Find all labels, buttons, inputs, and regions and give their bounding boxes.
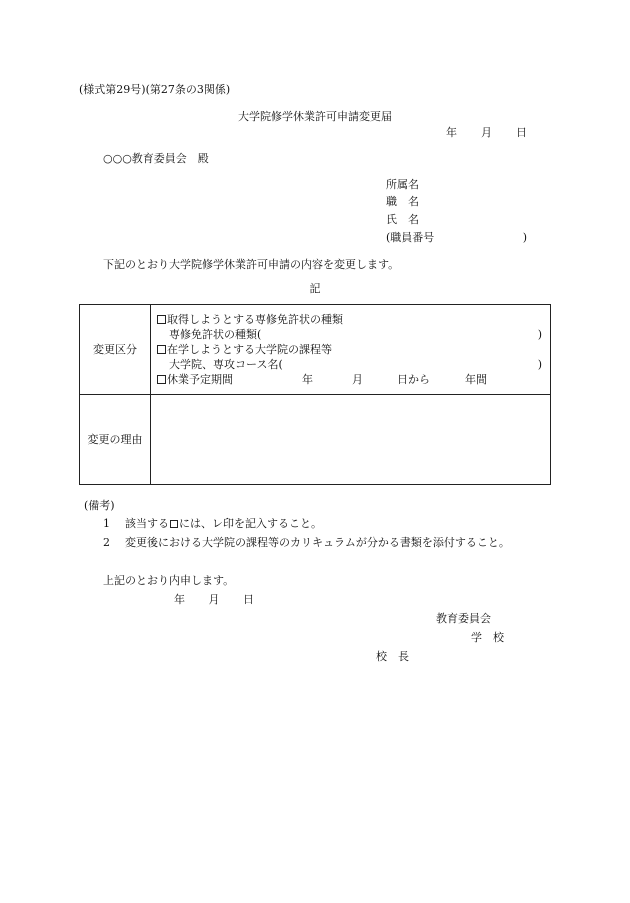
remark-2 <box>103 536 510 549</box>
footer-year-label: 年 <box>174 593 185 606</box>
footer-statement: 上記のとおり内申します。 <box>103 574 235 587</box>
reason-cell[interactable] <box>151 395 551 485</box>
leave-day-from-label: 日から <box>397 372 430 386</box>
change-category-label: 変更区分 <box>80 305 151 395</box>
license-type-detail-label: 専修免許状の種類( <box>169 327 262 341</box>
leave-month-label: 月 <box>352 372 363 386</box>
date-day-label: 日 <box>516 126 527 139</box>
remark-1-number: 1 <box>103 517 110 530</box>
change-form-table <box>79 304 551 485</box>
option-leave-period-label: 休業予定期間 <box>167 372 233 386</box>
staff-number-field <box>386 231 527 244</box>
license-type-detail <box>157 327 542 342</box>
graduate-course-detail <box>157 357 542 372</box>
option-license-type-label: 取得しようとする専修免許状の種類 <box>167 312 343 326</box>
remark-1-text-a: 該当する <box>125 517 169 530</box>
remark-1-text-b: には、レ印を記入すること。 <box>179 517 322 530</box>
footer-month-label: 月 <box>208 593 220 606</box>
staff-number-close: ) <box>522 231 527 244</box>
school-label: 学 校 <box>471 631 504 644</box>
document-title: 大学院修学休業許可申請変更届 <box>238 110 392 123</box>
remark-1 <box>103 517 322 530</box>
submission-date <box>446 126 527 139</box>
change-category-row <box>80 305 551 395</box>
name-label: 氏 名 <box>386 213 419 226</box>
reason-label: 変更の理由 <box>80 395 151 485</box>
footer-date <box>174 593 254 606</box>
staff-number-label: (職員番号 <box>386 231 435 244</box>
option-graduate-course-label: 在学しようとする大学院の課程等 <box>167 342 332 356</box>
license-type-close-paren: ) <box>537 327 542 341</box>
footer-day-label: 日 <box>243 593 254 606</box>
ki-heading: 記 <box>309 282 321 295</box>
checkbox-graduate-course[interactable] <box>157 345 166 354</box>
remark-2-number: 2 <box>103 536 110 549</box>
date-year-label: 年 <box>446 126 457 139</box>
principal-label: 校 長 <box>376 650 409 663</box>
addressee: ○○○教育委員会 殿 <box>103 152 209 165</box>
checkbox-symbol-icon <box>170 520 178 528</box>
option-license-type <box>157 312 542 327</box>
remarks-heading: (備考) <box>84 499 115 512</box>
remark-2-text: 変更後における大学院の課程等のカリキュラムが分かる書類を添付すること。 <box>125 536 510 549</box>
checkbox-license-type[interactable] <box>157 315 166 324</box>
option-leave-period <box>157 372 542 387</box>
option-graduate-course <box>157 342 542 357</box>
leave-year-label: 年 <box>302 372 313 386</box>
board-of-education-label: 教育委員会 <box>436 612 491 625</box>
leave-years-label: 年間 <box>465 372 487 386</box>
graduate-course-close-paren: ) <box>537 357 542 371</box>
graduate-course-detail-label: 大学院、専攻コース名( <box>169 357 283 371</box>
change-category-cell <box>151 305 551 395</box>
intro-statement: 下記のとおり大学院修学休業許可申請の内容を変更します。 <box>103 258 400 271</box>
reason-row <box>80 395 551 485</box>
affiliation-label: 所属名 <box>386 178 419 191</box>
date-month-label: 月 <box>481 126 492 139</box>
position-label: 職 名 <box>386 195 419 208</box>
form-reference: (様式第29号)(第27条の3関係) <box>79 83 231 96</box>
checkbox-leave-period[interactable] <box>157 375 166 384</box>
